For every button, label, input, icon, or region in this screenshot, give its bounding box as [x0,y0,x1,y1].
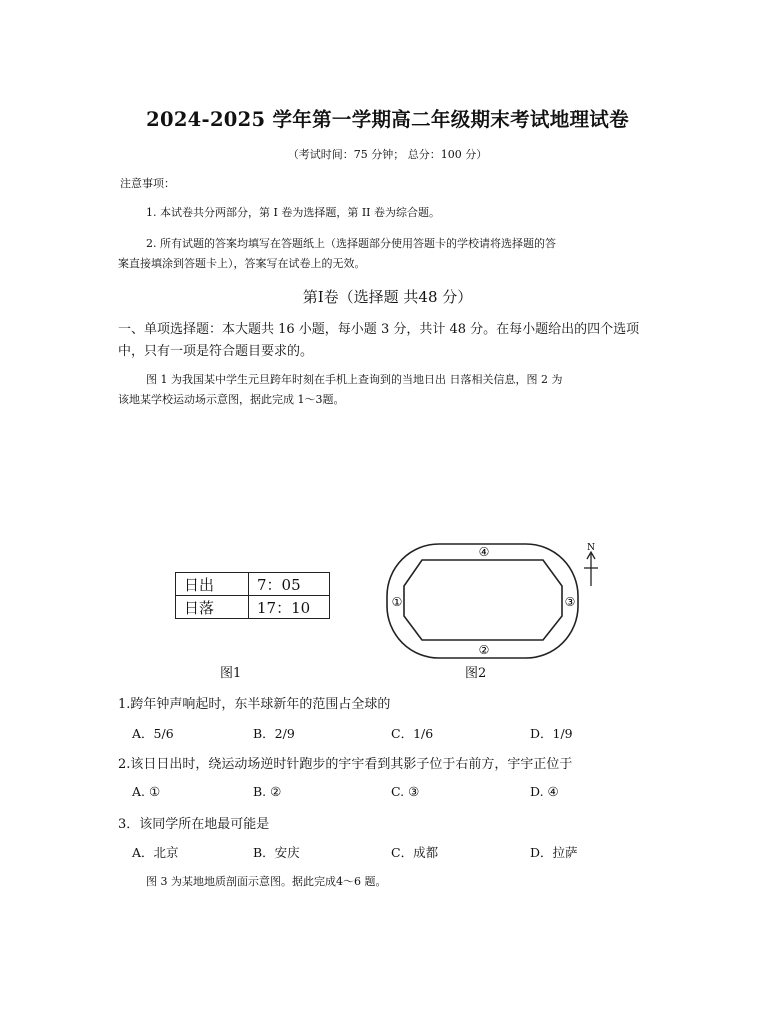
q1-option-c: C．1/6 [391,726,434,741]
note-item-1: 1. 本试卷共分两部分，第 I 卷为选择题，第 II 卷为综合题。 [146,206,441,219]
q3-option-a: A．北京 [132,845,179,860]
north-label: N [587,543,595,553]
q2-option-a: A. ① [132,784,161,799]
table-row [176,573,330,596]
question-1-stem: 1.跨年钟声响起时，东半球新年的范围占全球的 [118,697,391,712]
marker-top: ④ [478,545,490,559]
table-row [176,596,330,619]
marker-right: ③ [564,595,576,609]
sunset-label: 日落 [176,596,249,619]
next-intro: 图 3 为某地地质剖面示意图。据此完成4～6 题。 [146,875,387,888]
q3-option-d: D．拉萨 [530,845,578,860]
section-instruction-1: 一、单项选择题：本大题共 16 小题，每小题 3 分，共计 48 分。在每小题给出的四个选项 [118,322,640,337]
sunrise-label: 日出 [176,573,249,596]
intro-line-1: 图 1 为我国某中学生元旦跨年时刻在手机上查询到的当地日出 日落相关信息，图 2 为 [146,373,563,386]
q3-option-c: C．成都 [391,845,439,860]
sunrise-time: 7：05 [249,573,330,596]
question-2-stem: 2.该日日出时，绕运动场逆时针跑步的宇宇看到其影子位于右前方，宇宇正位于 [118,757,573,772]
q2-option-c: C. ③ [391,784,420,799]
marker-bottom: ② [478,643,490,657]
figure1-caption: 图1 [220,666,242,681]
sunset-time: 17：10 [249,596,330,619]
section-instruction-2: 中，只有一项是符合题目要求的。 [118,344,314,359]
note-item-2: 2. 所有试题的答案均填写在答题纸上（选择题部分使用答题卡的学校请将选择题的答 [146,237,556,250]
q2-option-b: B. ② [253,784,282,799]
sunrise-sunset-table [175,572,330,619]
question-3-stem: 3．该同学所在地最可能是 [118,817,270,832]
marker-left: ① [391,595,403,609]
q1-option-b: B．2/9 [253,726,295,741]
q2-option-d: D. ④ [530,784,559,799]
track-inner [404,560,562,640]
intro-line-2: 该地某学校运动场示意图，据此完成 1～3题。 [118,393,345,406]
q1-option-a: A．5/6 [132,726,174,741]
note-item-2-cont: 案直接填涂到答题卡上），答案写在试卷上的无效。 [118,257,366,270]
exam-info: （考试时间：75 分钟； 总分：100 分） [287,148,488,161]
section-title: 第I卷（选择题 共48 分） [302,288,473,306]
q1-option-d: D．1/9 [530,726,573,741]
notes-heading: 注意事项： [120,177,175,190]
figure2-caption: 图2 [465,666,487,681]
track-outer [387,544,578,658]
sports-field-diagram [380,536,610,666]
q3-option-b: B．安庆 [253,845,300,860]
page-title: 2024-2025 学年第一学期高二年级期末考试地理试卷 [146,108,629,131]
